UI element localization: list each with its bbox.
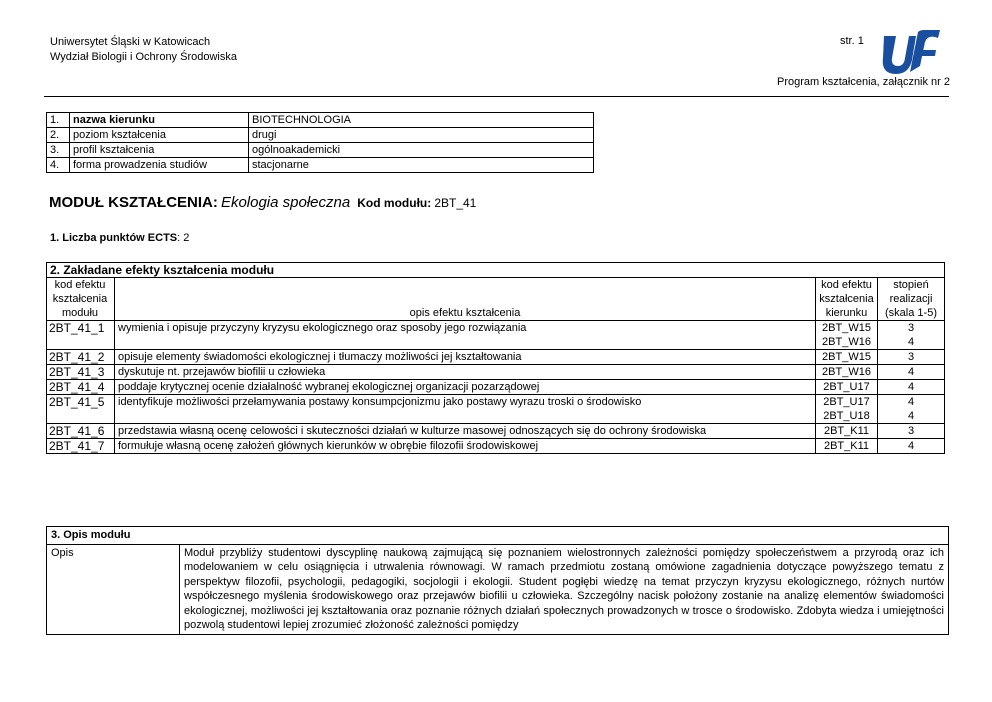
table-row	[47, 158, 594, 173]
direction-code-value: 2BT_K11	[823, 440, 870, 452]
level	[878, 365, 945, 380]
header-divider	[44, 96, 949, 97]
description-title: 3. Opis modułu	[47, 527, 949, 545]
direction-code-value: 2BT_U17	[823, 396, 870, 408]
header-text: kod efektu	[54, 279, 106, 291]
direction-code-value: 2BT_W16	[822, 336, 871, 348]
level-value: 3	[907, 425, 915, 437]
row-value: stacjonarne	[249, 158, 594, 173]
direction-code-value: 2BT_K11	[823, 425, 870, 437]
direction-code-value: 2BT_W15	[822, 322, 871, 334]
table-row	[47, 380, 945, 395]
row-label: profil kształcenia	[70, 143, 249, 158]
module-code-label: Kod modułu:	[357, 196, 432, 210]
level	[878, 395, 945, 424]
table-row	[47, 544, 949, 634]
direction-code	[816, 380, 878, 395]
info-table	[46, 112, 594, 173]
direction-code-value: 2BT_U17	[823, 381, 870, 393]
row-number: 1.	[47, 113, 70, 128]
row-label: forma prowadzenia studiów	[70, 158, 249, 173]
header-text: kod efektu	[821, 279, 872, 291]
header-description: opis efektu kształcenia	[115, 278, 816, 321]
direction-code-value: 2BT_W15	[822, 351, 871, 363]
effect-code: 2BT_41_4	[47, 380, 115, 395]
header-text: (skala 1-5)	[885, 307, 937, 319]
level-value: 3	[907, 322, 915, 334]
table-row	[47, 350, 945, 365]
table-row	[47, 128, 594, 143]
effect-description: wymienia i opisuje przyczyny kryzysu ekologicznego oraz sposoby jego rozwiązania	[115, 321, 816, 350]
direction-code	[816, 350, 878, 365]
row-number: 2.	[47, 128, 70, 143]
university-name: Uniwersytet Śląski w Katowicach	[50, 36, 211, 48]
row-value: drugi	[249, 128, 594, 143]
row-value: BIOTECHNOLOGIA	[249, 113, 594, 128]
effect-code: 2BT_41_1	[47, 321, 115, 350]
level-value: 4	[907, 440, 915, 452]
description-table	[46, 526, 949, 635]
header-level	[878, 278, 945, 321]
header-text: realizacji	[889, 293, 933, 305]
ects-value: : 2	[177, 232, 190, 244]
effect-description: poddaje krytycznej ocenie działalność wybranej ekologicznej organizacji pozarządowej	[115, 380, 816, 395]
module-heading-label: MODUŁ KSZTAŁCENIA:	[49, 194, 218, 211]
effect-description: przedstawia własną ocenę celowości i skuteczności działań w kulturze masowej odnoszących się do ochrony środowiska	[115, 424, 816, 439]
direction-code	[816, 395, 878, 424]
table-title-row	[47, 263, 945, 278]
university-logo-icon	[880, 28, 942, 76]
direction-code-value: 2BT_W16	[822, 366, 871, 378]
effect-code: 2BT_41_5	[47, 395, 115, 424]
description-text: Moduł przybliży studentowi dyscyplinę naukową zajmującą się poznaniem wielostronnych zależności pomiędzy społeczeństwem a przyrodą oraz ich modelowaniem w celu osiągnięcia i utrwalenia równowagi. W ramach przedmiotu zostaną omówione zagadnienia dotyczące powyższego tematu z perspektyw filozofii, psychologii, pedagogiki, socjologii i ekologii. Student pogłębi wiedzę na temat przyczyn kryzysu ekologicznego, różnych nurtów współczesnego myślenia środowiskowego oraz przejawów biofilii u człowieka. Szczególny nacisk położony zostanie na analizę elementów świadomości ekologicznej, możliwości jej kształtowania oraz poznanie różnych działań społecznych prowadzonych w trosce o środowisko. Zdobyta wiedza i umiejętności pozwolą studentowi lepiej zrozumieć złożoność zależności pomiędzy	[180, 544, 949, 634]
row-label: nazwa kierunku	[70, 113, 249, 128]
level-value: 4	[907, 366, 915, 378]
effect-description: dyskutuje nt. przejawów biofilii u człowieka	[115, 365, 816, 380]
level-value: 4	[907, 381, 915, 393]
direction-code	[816, 424, 878, 439]
program-attachment: Program kształcenia, załącznik nr 2	[777, 76, 951, 88]
ects-label: 1. Liczba punktów ECTS	[50, 232, 178, 244]
effects-table	[46, 262, 945, 454]
effects-title: 2. Zakładane efekty kształcenia modułu	[47, 263, 945, 278]
effect-code: 2BT_41_6	[47, 424, 115, 439]
header-text: kierunku	[825, 307, 868, 319]
header-text: kształcenia	[52, 293, 108, 305]
table-row	[47, 321, 945, 350]
header-text: stopień	[893, 279, 929, 291]
header-text: modułu	[61, 307, 99, 319]
direction-code-value: 2BT_U18	[823, 410, 870, 422]
level	[878, 380, 945, 395]
module-heading	[49, 194, 476, 211]
page-number: str. 1	[840, 35, 864, 47]
header-direction-code	[816, 278, 878, 321]
table-row	[47, 395, 945, 424]
direction-code	[816, 439, 878, 454]
level	[878, 424, 945, 439]
table-row	[47, 439, 945, 454]
header-text: kształcenia	[819, 293, 874, 305]
description-label: Opis	[47, 544, 180, 634]
ects-line	[50, 232, 189, 244]
effect-description: opisuje elementy świadomości ekologicznej i tłumaczy możliwości jej kształtowania	[115, 350, 816, 365]
table-row	[47, 113, 594, 128]
level	[878, 321, 945, 350]
table-header-row	[47, 278, 945, 321]
module-name: Ekologia społeczna	[220, 194, 351, 211]
level	[878, 350, 945, 365]
effect-code: 2BT_41_3	[47, 365, 115, 380]
header-left	[50, 35, 237, 65]
module-code: 2BT_41	[434, 196, 477, 210]
row-value: ogólnoakademicki	[249, 143, 594, 158]
effect-description: formułuje własną ocenę założeń głównych kierunków w obrębie filozofii środowiskowej	[115, 439, 816, 454]
effect-code: 2BT_41_7	[47, 439, 115, 454]
row-number: 4.	[47, 158, 70, 173]
level-value: 3	[907, 351, 915, 363]
row-label: poziom kształcenia	[70, 128, 249, 143]
faculty-name: Wydział Biologii i Ochrony Środowiska	[50, 51, 237, 63]
direction-code	[816, 365, 878, 380]
direction-code	[816, 321, 878, 350]
level-value: 4	[907, 410, 915, 422]
table-row	[47, 143, 594, 158]
table-title-row	[47, 527, 949, 545]
table-row	[47, 424, 945, 439]
level-value: 4	[907, 336, 915, 348]
table-row	[47, 365, 945, 380]
header-module-code	[47, 278, 115, 321]
effect-code: 2BT_41_2	[47, 350, 115, 365]
level	[878, 439, 945, 454]
effect-description: identyfikuje możliwości przełamywania postawy konsumpcjonizmu jako postawy wyrazu troski o środowisko	[115, 395, 816, 424]
level-value: 4	[907, 396, 915, 408]
row-number: 3.	[47, 143, 70, 158]
